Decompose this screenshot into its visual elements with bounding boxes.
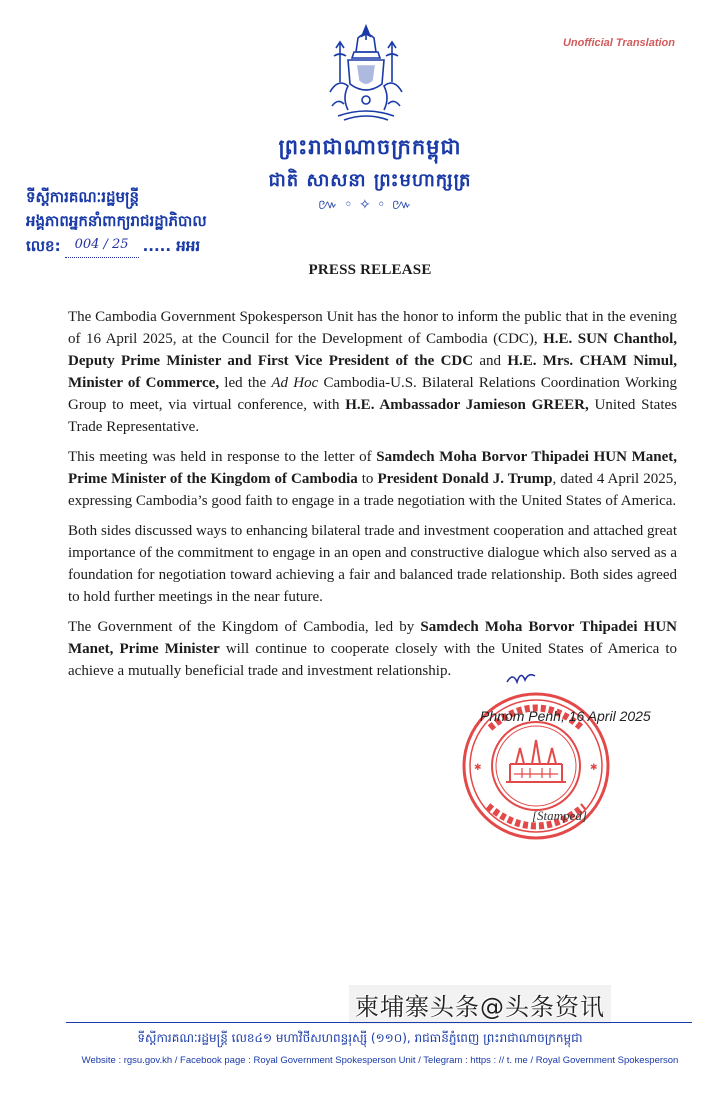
press-release-body (68, 306, 677, 690)
svg-text:✱: ✱ (590, 763, 598, 773)
p2-bold-hun-manet: Samdech Moha Borvor Thipadei HUN Manet, Prime Minister of the Kingdom of Cambodia (68, 449, 677, 487)
national-motto-khmer: ជាតិ សាសនា ព្រះមហាក្សត្រ (268, 170, 472, 191)
issuer-block (26, 185, 207, 258)
p1-bold-cham-nimul: H.E. Mrs. CHAM Nimul, Minister of Commerce, (68, 353, 677, 391)
royal-coat-of-arms-emblem (318, 22, 414, 124)
paragraph-1 (68, 306, 677, 438)
reference-prefix: លេខ: (26, 237, 61, 255)
issuer-unit-khmer: អង្គភាពអ្នកនាំពាក្យរាជរដ្ឋាភិបាល (26, 212, 207, 230)
p1-italic-ad-hoc: Ad Hoc (271, 375, 319, 391)
source-watermark: 柬埔寨头条@头条资讯 (349, 985, 611, 1024)
p2-bold-trump: President Donald J. Trump (377, 471, 553, 487)
p2-text-a: This meeting was held in response to the letter of (68, 449, 377, 465)
p4-text-c: will continue to cooperate closely with the United States of America to achieve a mutually beneficial trade and investment relationship. (68, 641, 677, 679)
p1-text-c: and (473, 353, 508, 369)
p1-text-g: Cambodia-U.S. Bilateral Relations Coordination Working Group to meet, via virtual conference, with (68, 375, 677, 413)
footer-address-khmer: ទីស្តីការគណៈរដ្ឋមន្ត្រី លេខ៤១ មហាវិថីសហពន្ធរុស្ស៊ី (១១០), រាជធានីភ្នំពេញ ព្រះរាជាណាចក្រកម្ពុជា (137, 1031, 583, 1045)
paragraph-3: Both sides discussed ways to enhancing bilateral trade and investment cooperation and attached great importance of the commitment to engage in an open and constructive dialogue which also served as a foundation for negotiation toward achieving a fair and balanced trade relationship. Both sides agreed to hold further meetings in the near future. (68, 523, 677, 605)
p1-text-a: The Cambodia Government Spokesperson Unit has the honor to inform the public that in the evening of 16 April 2025, at the Council for the Development of Cambodia (CDC), (68, 309, 677, 347)
reference-number (26, 233, 207, 258)
kingdom-title-khmer: ព្រះរាជាណាចក្រកម្ពុជា (278, 135, 462, 159)
reference-suffix: ..... អអរ (142, 237, 201, 255)
p2-text-c: to (357, 471, 378, 487)
unofficial-translation-note: Unofficial Translation (562, 37, 675, 49)
p1-bold-sun-chanthol: H.E. SUN Chanthol, Deputy Prime Minister and First Vice President of the CDC (68, 331, 678, 369)
footer-divider (66, 1022, 692, 1023)
paragraph-2 (68, 446, 677, 512)
issuer-office-khmer: ទីស្តីការគណៈរដ្ឋមន្ត្រី (26, 188, 140, 206)
press-release-title: PRESS RELEASE (308, 262, 432, 278)
signature-mark (505, 668, 539, 688)
p4-text-a: The Government of the Kingdom of Cambodia, led by (68, 619, 421, 635)
p2-text-e: , dated 4 April 2025, expressing Cambodia’s good faith to engage in a trade negotiation with the United States of America. (68, 471, 677, 509)
footer-contact-links: Website : rgsu.gov.kh / Facebook page : Royal Government Spokesperson Unit / Telegram : https : // t. me / Royal Government Spokesperson (81, 1055, 679, 1066)
p1-text-e: led the (219, 375, 272, 391)
reference-handwritten: 004 / 25 (65, 233, 139, 258)
svg-text:✱: ✱ (474, 763, 482, 773)
place-and-date: Phnom Penh, 16 April 2025 (480, 708, 651, 724)
header-ornament: ៚ ◦ ✧ ◦ ៚ (318, 197, 413, 213)
p1-text-i: United States Trade Representative. (68, 397, 677, 435)
p4-bold-prime-minister: Samdech Moha Borvor Thipadei HUN Manet, Prime Minister (68, 619, 677, 657)
paragraph-4 (68, 616, 677, 682)
stamped-note: [Stamped] (532, 808, 587, 823)
p1-bold-greer: H.E. Ambassador Jamieson GREER, (345, 397, 589, 413)
